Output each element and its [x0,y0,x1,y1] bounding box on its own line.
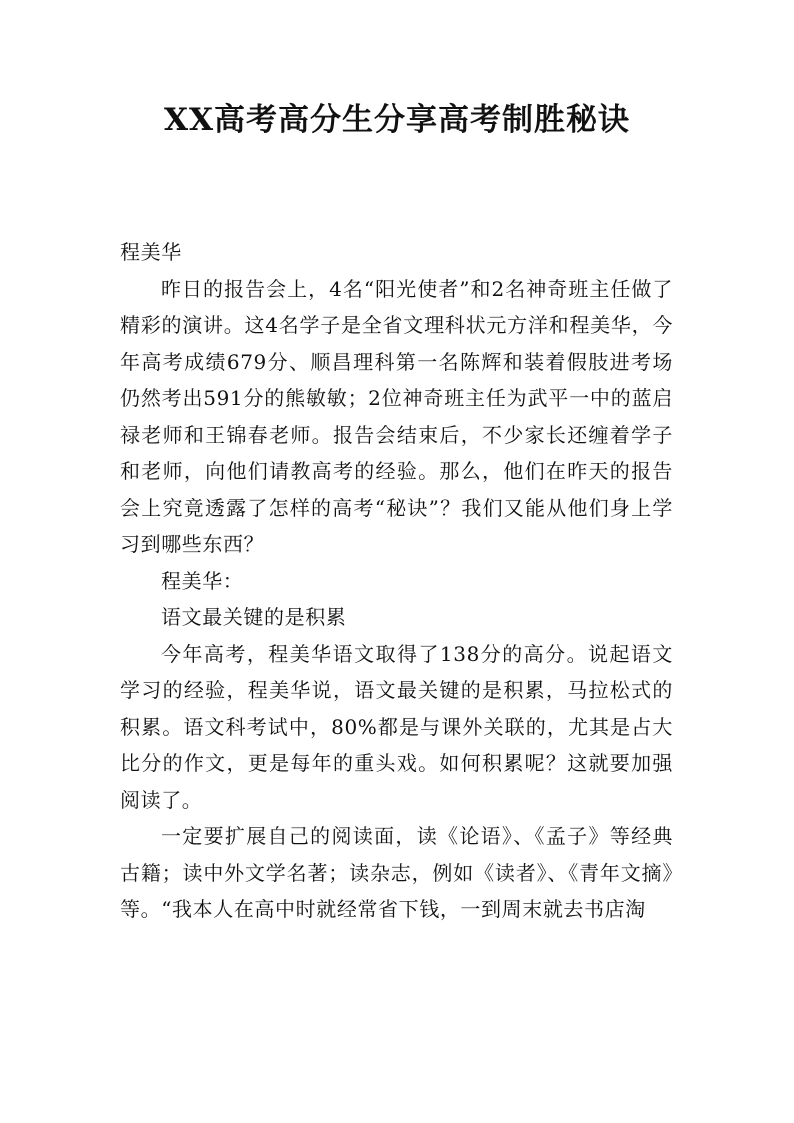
paragraph-speaker: 程美华： [161,568,244,593]
author-name: 程美华 [120,240,182,264]
paragraph-chinese-study: 今年高考，程美华语文取得了138分的高分。说起语文学习的经验，程美华说，语文最关键的是积累，马拉松式的积累。语文科考试中，80%都是与课外关联的，尤其是占大比分的作文，更是每年的重头戏。如何积累呢？这就要加强阅读了。 [120,641,673,812]
document-body [120,234,673,928]
paragraph-intro: 昨日的报告会上，4名“阳光使者”和2名神奇班主任做了精彩的演讲。这4名学子是全省文理科状元方洋和程美华，今年高考成绩679分、顺昌理科第一名陈辉和装着假肢进考场仍然考出591分的熊敏敏；2位神奇班主任为武平一中的蓝启禄老师和王锦春老师。报告会结束后，不少家长还缠着学子和老师，向他们请教高考的经验。那么，他们在昨天的报告会上究竟透露了怎样的高考“秘诀”？我们又能从他们身上学习到哪些东西？ [120,276,673,556]
document-title: XX高考高分生分享高考制胜秘诀 [163,102,631,138]
paragraph-subheading: 语文最关键的是积累 [161,605,347,629]
paragraph-reading: 一定要扩展自己的阅读面，读《论语》、《孟子》等经典古籍；读中外文学名著；读杂志，例如《读者》、《青年文摘》等。“我本人在高中时就经常省下钱，一到周末就去书店淘 [120,824,673,921]
